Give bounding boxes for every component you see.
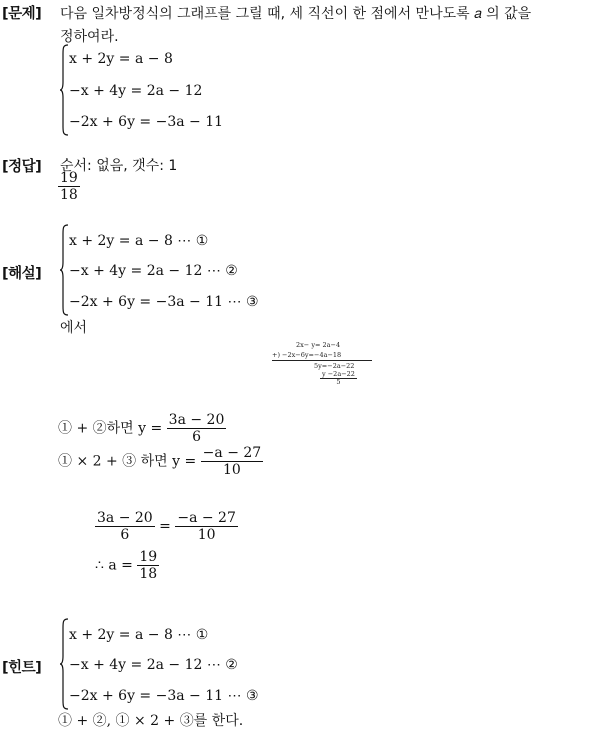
answer-fraction [58,170,80,203]
solution-equation-2: −x + 4y = 2a − 12 ⋯ ② [69,263,238,279]
hint-brace [59,618,69,710]
work-line-4 [272,371,382,387]
hint-equation-3: −2x + 6y = −3a − 11 ⋯ ③ [69,688,259,704]
answer-meta: 순서: 없음, 갯수: 1 [60,158,178,174]
problem-text-line1: 다음 일차방정식의 그래프를 그릴 때, 세 직선이 한 점에서 만나도록 𝑎 의 값을 [60,6,532,22]
solution-from-text: 에서 [60,320,88,336]
hint-equation-1: x + 2y = a − 8 ⋯ ① [69,627,209,643]
solution-brace [59,224,69,316]
hint-text: ① + ②, ① × 2 + ③를 한다. [58,713,244,729]
eq-left-num: 3a − 20 [97,510,153,526]
work-line-4-num: y −2a−22 [322,370,355,378]
solution-therefore [95,549,159,582]
problem-equation-1: x + 2y = a − 8 [69,51,173,67]
step2-num: −a − 27 [202,445,262,461]
equals-sign: = [159,518,171,535]
elimination-work [272,340,382,387]
problem-label: [문제] [2,6,42,22]
solution-equation-3: −2x + 6y = −3a − 11 ⋯ ③ [69,294,259,310]
answer-label: [정답] [2,159,42,175]
step2-den: 10 [223,462,241,479]
step1-den: 6 [192,429,201,446]
problem-brace [59,44,69,136]
hint-label: [힌트] [2,660,42,676]
solution-step-2 [58,445,263,478]
work-line-4-den: 5 [336,378,341,387]
problem-equation-3: −2x + 6y = −3a − 11 [69,114,224,130]
therefore-num: 19 [139,549,158,565]
step1-prefix: ① + ②하면 y = [58,420,163,437]
therefore-den: 18 [139,566,158,583]
work-line-2: +) −2x−6y=−4a−18 [272,350,372,361]
work-line-3: 5y=−2a−22 [314,362,355,370]
problem-equation-2: −x + 4y = 2a − 12 [69,83,203,99]
eq-right-den: 10 [197,527,216,544]
eq-left-den: 6 [120,527,130,544]
answer-numerator: 19 [60,170,78,186]
solution-step-1 [58,412,226,445]
solution-equality [95,510,238,543]
step1-num: 3a − 20 [168,412,225,428]
work-line-1: 2x− y= 2a−4 [296,341,341,349]
hint-equation-2: −x + 4y = 2a − 12 ⋯ ② [69,657,238,673]
solution-label: [해설] [2,266,42,282]
solution-equation-1: x + 2y = a − 8 ⋯ ① [69,233,209,249]
therefore-prefix: ∴ a = [95,557,133,574]
eq-right-num: −a − 27 [177,510,236,526]
answer-denominator: 18 [60,187,78,204]
step2-prefix: ① × 2 + ③ 하면 y = [58,453,197,470]
problem-text-line2: 정하여라. [60,29,119,45]
